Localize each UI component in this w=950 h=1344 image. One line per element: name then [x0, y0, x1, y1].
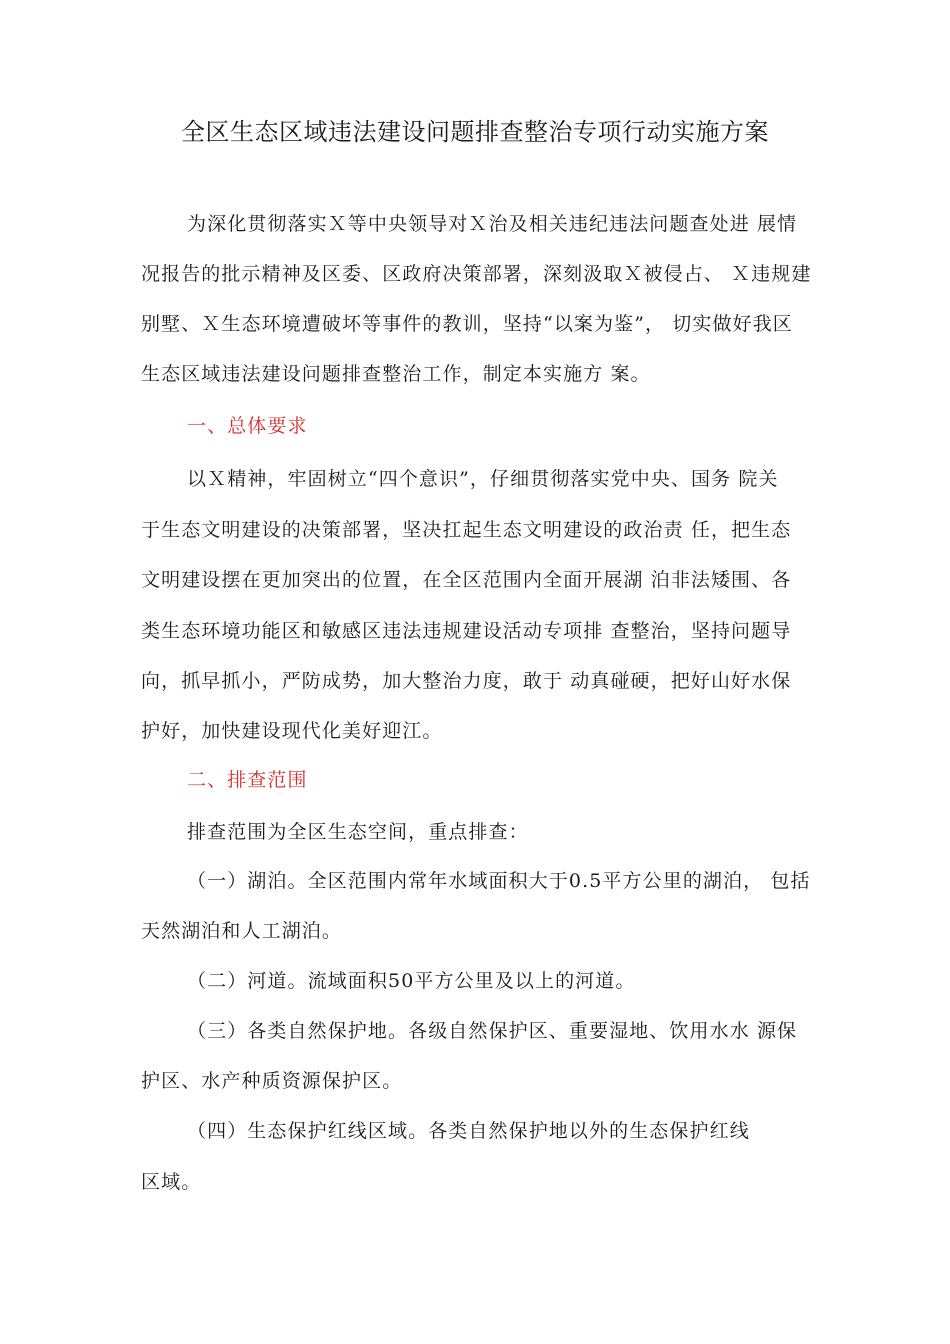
intro-line-3: 别墅、Ｘ生态环境遭破坏等事件的教训，坚持“以案为鉴”， 切实做好我区 [141, 313, 793, 335]
section1-line-6: 护好，加快建设现代化美好迎江。 [141, 720, 443, 742]
intro-line-2: 况报告的批示精神及区委、区政府决策部署，深刻汲取Ｘ被侵占、 Ｘ违规建 [141, 263, 812, 285]
document-title: 全区生态区域违法建设问题排查整治专项行动实施方案 [181, 118, 769, 146]
scope-item-rivers: （二）河道。流域面积50平方公里及以上的河道。 [187, 970, 636, 992]
scope-item-protected-areas-line-2: 护区、水产种质资源保护区。 [141, 1070, 403, 1092]
section1-line-1: 以Ｘ精神，牢固树立“四个意识”，仔细贯彻落实党中央、国务 院关 [187, 468, 779, 490]
scope-item-protected-areas-line-1: （三）各类自然保护地。各级自然保护区、重要湿地、饮用水水 源保 [187, 1020, 798, 1042]
section1-line-3: 文明建设摆在更加突出的位置，在全区范围内全面开展湖 泊非法矮围、各 [141, 569, 792, 591]
scope-item-lakes-line-2: 天然湖泊和人工湖泊。 [141, 920, 343, 942]
intro-line-4: 生态区域违法建设问题排查整治工作，制定本实施方 案。 [141, 363, 651, 385]
section2-intro: 排查范围为全区生态空间，重点排查： [187, 821, 529, 843]
section1-line-2: 于生态文明建设的决策部署，坚决扛起生态文明建设的政治责 任，把生态 [141, 519, 792, 541]
section1-line-4: 类生态环境功能区和敏感区违法违规建设活动专项排 查整治，坚持问题导 [141, 620, 792, 642]
section-heading-inspection-scope: 二、排查范围 [187, 769, 308, 791]
section-heading-general-requirements: 一、总体要求 [187, 415, 308, 437]
scope-item-red-line-line-1: （四）生态保护红线区域。各类自然保护地以外的生态保护红线 [187, 1120, 750, 1142]
scope-item-lakes-line-1: （一）湖泊。全区范围内常年水域面积大于0.5平方公里的湖泊， 包括 [187, 870, 811, 892]
scope-item-red-line-line-2: 区域。 [141, 1171, 202, 1193]
intro-line-1: 为深化贯彻落实Ｘ等中央领导对Ｘ治及相关违纪违法问题查处进 展情 [187, 213, 798, 235]
section1-line-5: 向，抓早抓小，严防成势，加大整治力度，敢于 动真碰硬，把好山好水保 [141, 670, 792, 692]
